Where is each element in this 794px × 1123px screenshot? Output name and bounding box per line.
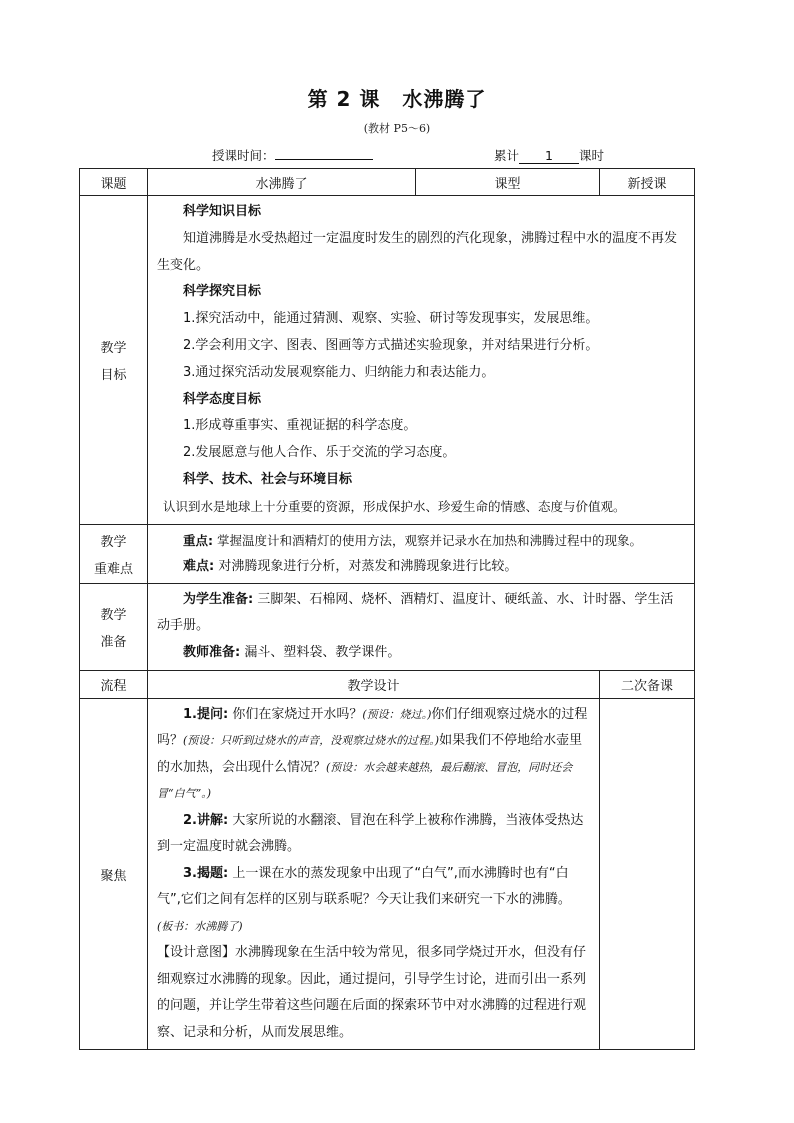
goal-text: 知道沸腾是水受热超过一定温度时发生的剧烈的汽化现象，沸腾过程中水的温度不再发生变化。 [157, 230, 678, 273]
second-prep-cell[interactable] [600, 698, 695, 1050]
col-process: 流程 [80, 670, 148, 698]
board-note: (板书：水沸腾了) [157, 919, 243, 933]
step-reveal: 3.揭题: 上一课在水的蒸发现象中出现了“白气”,而水沸腾时也有“白气”,它们之间有怎样的区别与联系呢？今天让我们来研究一下水的沸腾。 [157, 865, 571, 908]
row-section-header [80, 670, 695, 698]
goal-heading: 科学探究目标 [183, 284, 262, 300]
type-value: 新授课 [600, 169, 695, 196]
cumulative-label: 累计 [494, 148, 520, 163]
focus-content [148, 698, 600, 1050]
focus-label: 聚焦 [80, 698, 148, 1050]
row-focus [80, 698, 695, 1050]
goal-heading: 科学知识目标 [183, 204, 262, 219]
student-prep: 为学生准备: 三脚架、石棉网、烧杯、酒精灯、温度计、硬纸盖、水、计时器、学生活动手册。 [157, 591, 674, 634]
preparation-label: 教学 准备 [80, 583, 148, 670]
goal-text: 2.发展愿意与他人合作、乐于交流的学习态度。 [183, 445, 456, 461]
goal-text: 2.学会利用文字、图表、图画等方式描述实验现象，并对结果进行分析。 [183, 337, 599, 353]
col-second-prep: 二次备课 [600, 670, 695, 698]
difficult-point: 难点: 对沸腾现象进行分析，对蒸发和沸腾现象进行比较。 [183, 558, 518, 574]
row-goals [80, 196, 695, 525]
key-point: 重点: 掌握温度计和酒精灯的使用方法，观察并记录水在加热和沸腾过程中的现象。 [183, 532, 642, 548]
key-points-label: 教学 重难点 [80, 524, 148, 583]
goal-text: 3.通过探究活动发展观察能力、归纳能力和表达能力。 [183, 364, 495, 380]
goal-text: 1.形成尊重事实、重视证据的科学态度。 [183, 418, 417, 434]
cumulative-hours [494, 146, 604, 164]
step-question: 1.提问: 你们在家烧过开水吗？(预设：烧过。)你们仔细观察过烧水的过程吗？(预设：只听到过烧水的声音，没观察过烧水的过程。)如果我们不停地给水壶里的水加热，会出现什么情况？(预设：水会越来越热，最后翻滚、冒泡，同时还会冒“白气”。) [157, 706, 588, 801]
teaching-time [212, 146, 373, 164]
title-lesson: 第 2 课 [307, 87, 381, 111]
key-points-content [148, 524, 695, 583]
teaching-time-field[interactable] [275, 159, 373, 160]
step-explain: 2.讲解: 大家所说的水翻滚、冒泡在科学上被称作沸腾，当液体受热达到一定温度时就会沸腾。 [157, 812, 584, 855]
teacher-prep: 教师准备: 漏斗、塑料袋、教学课件。 [183, 645, 401, 661]
page-title [0, 83, 794, 112]
lesson-plan-table [79, 168, 695, 1050]
topic-label: 课题 [80, 169, 148, 196]
goals-label: 教学 目标 [80, 196, 148, 525]
goal-text: 认识到水是地球上十分重要的资源，形成保护水、珍爱生命的情感、态度与价值观。 [163, 498, 626, 514]
goal-text: 1.探究活动中，能通过猜测、观察、实验、研讨等发现事实，发展思维。 [183, 311, 599, 327]
row-preparation [80, 583, 695, 670]
preparation-content [148, 583, 695, 670]
design-intent: 【设计意图】水沸腾现象在生活中较为常见，很多同学烧过开水，但没有仔细观察过水沸腾的现象。因此，通过提问，引导学生讨论，进而引出一系列的问题，并让学生带着这些问题在后面的探索环节中对水沸腾的过程进行观察、记录和分析，从而发展思维。 [157, 945, 587, 1040]
topic-value: 水沸腾了 [148, 169, 416, 196]
goal-heading: 科学、技术、社会与环境目标 [183, 471, 353, 487]
cumulative-unit: 课时 [579, 148, 605, 163]
goals-content [148, 196, 695, 525]
col-design: 教学设计 [148, 670, 600, 698]
row-topic [80, 169, 695, 196]
cumulative-value: 1 [519, 149, 579, 164]
teaching-time-label: 授课时间： [212, 148, 275, 163]
row-key-points [80, 524, 695, 583]
goal-heading: 科学态度目标 [183, 391, 262, 407]
type-label: 课型 [416, 169, 600, 196]
textbook-pages: (教材 P5～6) [363, 122, 431, 135]
title-name: 水沸腾了 [402, 87, 487, 111]
